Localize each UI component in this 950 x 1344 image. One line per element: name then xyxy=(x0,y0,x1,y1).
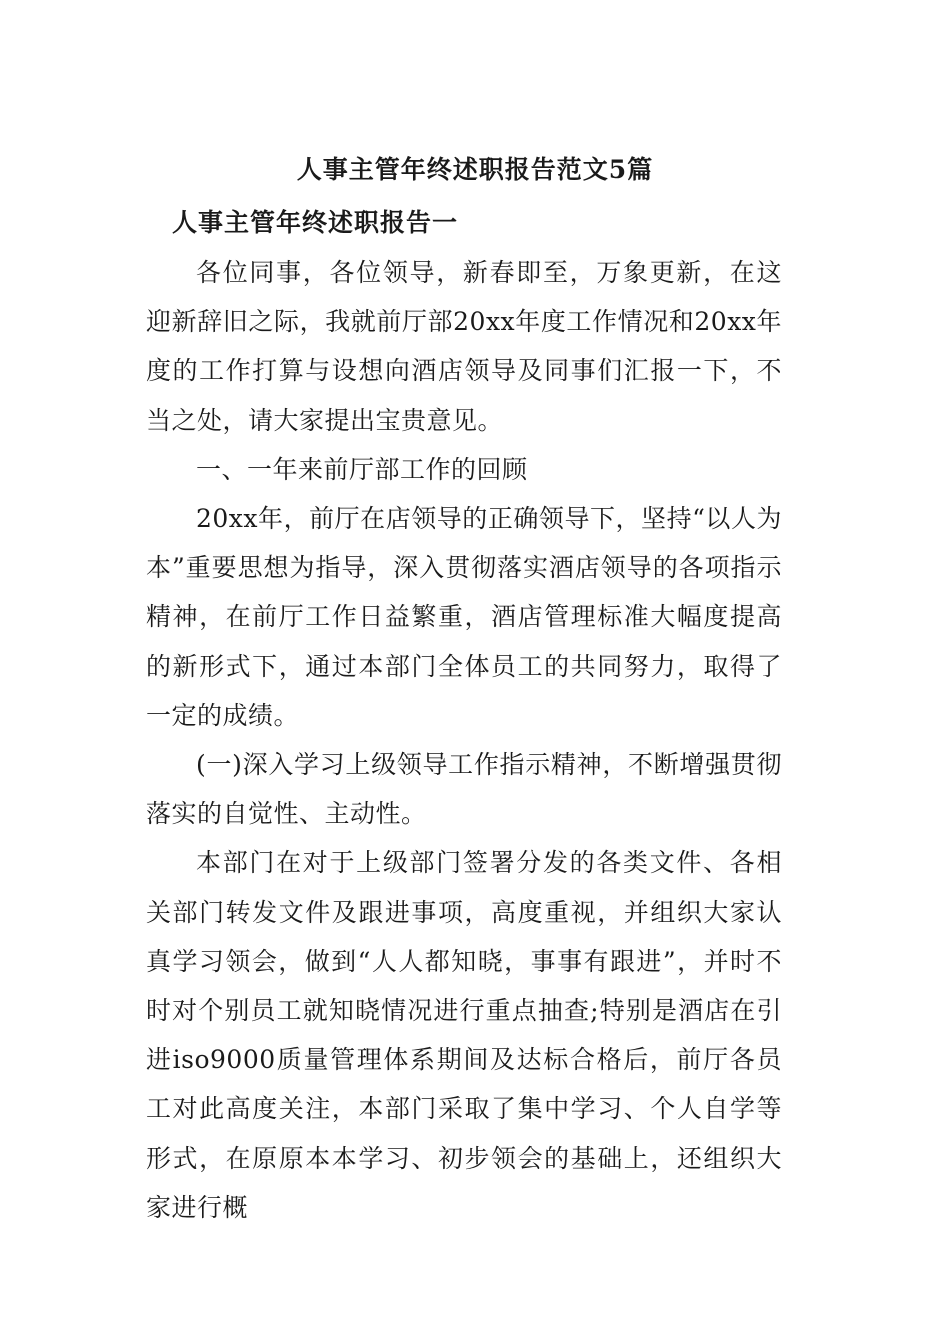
document-body xyxy=(146,248,782,1232)
paragraph: 本部门在对于上级部门签署分发的各类文件、各相关部门转发文件及跟进事项，高度重视，并组织大家认真学习领会，做到“人人都知晓，事事有跟进”，并时不时对个别员工就知晓情况进行重点抽查;特别是酒店在引进iso9000质量管理体系期间及达标合格后，前厅各员工对此高度关注，本部门采取了集中学习、个人自学等形式，在原原本本学习、初步领会的基础上，还组织大家进行概 xyxy=(146,848,782,1222)
paragraph: 一、一年来前厅部工作的回顾 xyxy=(196,454,528,484)
paragraph: 各位同事，各位领导，新春即至，万象更新，在这迎新辞旧之际，我就前厅部20xx年度工作情况和20xx年度的工作打算与设想向酒店领导及同事们汇报一下，不当之处，请大家提出宝贵意见。 xyxy=(146,258,782,435)
paragraph: 20xx年，前厅在店领导的正确领导下，坚持“以人为本”重要思想为指导，深入贯彻落实酒店领导的各项指示精神，在前厅工作日益繁重，酒店管理标准大幅度提高的新形式下，通过本部门全体员工的共同努力，取得了一定的成绩。 xyxy=(146,504,782,730)
document-title: 人事主管年终述职报告范文5篇 xyxy=(296,155,654,184)
section-heading: 人事主管年终述职报告一 xyxy=(172,208,459,237)
paragraph: (一)深入学习上级领导工作指示精神，不断增强贯彻落实的自觉性、主动性。 xyxy=(146,750,782,829)
